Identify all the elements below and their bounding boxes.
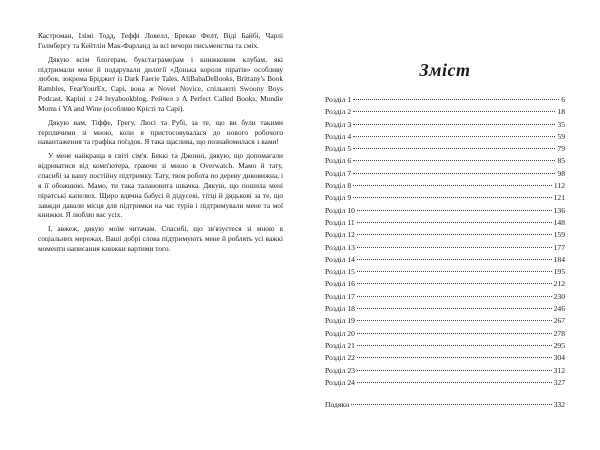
toc-entry-label: Розділ 7 <box>325 168 352 178</box>
toc-entry-page: 177 <box>553 242 565 252</box>
toc-entry-page: 312 <box>553 365 565 375</box>
leader-dots <box>353 99 559 100</box>
toc-entry-page: 327 <box>553 377 565 387</box>
toc-entry-label: Розділ 17 <box>325 291 355 301</box>
paragraph: Дякую вам, Тіффе, Грегу, Люсі та Рубі, за те, що ви були такими терплячими зі мною, коли я пристосовувалася до нового робочого навантаження та графіка поїздок. Я така щаслива, що познайомилася з вами! <box>38 117 283 147</box>
leader-dots <box>357 357 552 358</box>
toc-entry-page: 246 <box>553 304 565 314</box>
leader-dots <box>357 283 552 284</box>
toc-entry-label: Подяки <box>325 400 350 410</box>
leader-dots <box>357 320 552 321</box>
leader-dots <box>357 308 552 309</box>
paragraph: І, авжеж, дякую моїм читачам. Спасибі, що зв'язуєтеся зі мною в соціальних мережах. Ваші добрі слова підтримують мене й роблять усі важкі моменти написання книжки вартими того. <box>38 224 283 253</box>
toc-entry-page: 332 <box>553 400 565 410</box>
toc-entry-label: Розділ 11 <box>325 217 355 227</box>
toc-entry-page: 136 <box>553 205 565 215</box>
toc-entry-page: 98 <box>557 168 565 178</box>
toc-entry[interactable] <box>325 218 565 230</box>
toc-entry[interactable] <box>325 378 565 390</box>
toc-entry-label: Розділ 10 <box>325 205 355 215</box>
toc-entry-page: 159 <box>553 230 565 240</box>
toc-entry-label: Розділ 12 <box>325 230 355 240</box>
toc-entry-label: Розділ 8 <box>325 181 352 191</box>
toc-entry-label: Розділ 9 <box>325 193 352 203</box>
leader-dots <box>353 124 555 125</box>
toc-entry[interactable] <box>325 255 565 267</box>
acknowledgements-text <box>38 31 283 258</box>
toc-entry[interactable] <box>325 206 565 218</box>
toc-entry-page: 121 <box>553 193 565 203</box>
toc-entry-page: 35 <box>557 119 565 129</box>
toc-entry-label: Розділ 16 <box>325 279 355 289</box>
toc-entry-label: Розділ 6 <box>325 156 352 166</box>
toc-entry-label: Розділ 15 <box>325 267 355 277</box>
toc-entry-afterword[interactable] <box>325 400 565 412</box>
leader-dots <box>357 222 552 223</box>
toc-entry-label: Розділ 2 <box>325 107 352 117</box>
leader-dots <box>353 160 555 161</box>
toc-entry[interactable] <box>325 132 565 144</box>
toc-entry-label: Розділ 19 <box>325 316 355 326</box>
leader-dots <box>357 370 552 371</box>
toc-entry-page: 212 <box>553 279 565 289</box>
toc-title: Зміст <box>419 60 471 80</box>
toc-entry[interactable] <box>325 156 565 168</box>
toc-entry-page: 295 <box>553 340 565 350</box>
leader-dots <box>351 404 551 405</box>
leader-dots <box>353 136 555 137</box>
toc-entry-label: Розділ 4 <box>325 131 352 141</box>
leader-dots <box>357 333 552 334</box>
toc-entry-page: 79 <box>557 144 565 154</box>
toc-entry-page: 18 <box>557 107 565 117</box>
toc-entry[interactable] <box>325 304 565 316</box>
leader-dots <box>357 210 552 211</box>
toc-entry-page: 230 <box>553 291 565 301</box>
toc-entry-label: Розділ 1 <box>325 95 352 104</box>
toc-entry[interactable] <box>325 181 565 193</box>
toc-entry-label: Розділ 5 <box>325 144 352 154</box>
leader-dots <box>353 173 555 174</box>
toc-entry-page: 85 <box>557 156 565 166</box>
leader-dots <box>357 234 552 235</box>
toc-entry[interactable] <box>325 292 565 304</box>
toc-entry-label: Розділ 20 <box>325 328 355 338</box>
toc-entry-page: 195 <box>553 267 565 277</box>
leader-dots <box>353 148 555 149</box>
toc-entry-label: Розділ 21 <box>325 340 355 350</box>
toc-entry-page: 267 <box>553 316 565 326</box>
toc-entry-page: 59 <box>557 131 565 141</box>
toc-entry-label: Розділ 24 <box>325 377 355 387</box>
toc-entry-page: 184 <box>553 254 565 264</box>
toc-entry[interactable] <box>325 107 565 119</box>
toc-entry[interactable] <box>325 279 565 291</box>
toc-entry-page: 304 <box>553 353 565 363</box>
toc-entry[interactable] <box>325 341 565 353</box>
toc-entry-page: 6 <box>561 95 565 104</box>
toc-entry[interactable] <box>325 329 565 341</box>
toc-entry[interactable] <box>325 169 565 181</box>
toc-entry-page: 112 <box>553 181 565 191</box>
leader-dots <box>353 197 551 198</box>
toc-entry[interactable] <box>325 193 565 205</box>
leader-dots <box>353 185 552 186</box>
toc-entry-page: 278 <box>553 328 565 338</box>
leader-dots <box>357 345 552 346</box>
table-of-contents <box>325 95 565 412</box>
toc-entry-label: Розділ 22 <box>325 353 355 363</box>
leader-dots <box>357 259 552 260</box>
toc-entry[interactable] <box>325 366 565 378</box>
leader-dots <box>357 271 552 272</box>
toc-entry-page: 148 <box>553 217 565 227</box>
toc-entry[interactable] <box>325 120 565 132</box>
toc-entry[interactable] <box>325 243 565 255</box>
toc-entry[interactable] <box>325 144 565 156</box>
toc-entry-label: Розділ 18 <box>325 304 355 314</box>
toc-entry-label: Розділ 3 <box>325 119 352 129</box>
leader-dots <box>353 111 555 112</box>
toc-entry-label: Розділ 13 <box>325 242 355 252</box>
toc-entry[interactable] <box>325 230 565 242</box>
leader-dots <box>357 382 552 383</box>
toc-entry-label: Розділ 14 <box>325 254 355 264</box>
toc-entry[interactable] <box>325 353 565 365</box>
paragraph: Кастроман, Ілімі Тодд, Теффі Ловелл, Брекке Фелт, Віді Байбі, Чарлі Голмбергу та Кейтлін Мак-Фарланд за всі вечори письменства та сміх. <box>38 31 283 50</box>
toc-entry[interactable] <box>325 316 565 328</box>
leader-dots <box>357 296 552 297</box>
toc-entry[interactable] <box>325 267 565 279</box>
paragraph: Дякую всім блогерам, букстаграмерам і книжковим клубам, які підтримали мене й подарували дилогії «Донька короля піратів» особливу любов, зокрема Бріджит із Dark Faerie Tales, AliBabaDeBooks, Brittany's Book Rambles, FearYourEx, Сарі, вона ж Novel Novice, спільноті Swoony Boys Podcast, Каріні з 24 hryabookblog, Рейчел з A Perfect Called Books, Mundie Moms і YA and Wine (особливо Крісті та Сарі). <box>38 54 283 113</box>
paragraph: У мене найкраща в світі сім'я. Беккі та Джонні, дякую, що допомагали відриватися від комп'ютера, граючи зі мною в Overwatch. Мамо й тату, спасибі за вашу постійну підтримку. Тату, твоя робота по дереву дивовижна, і я її обожнюю. Мамо, ти така талановита швачка. Дякую, що пошила мені піратські капелюх. Щиро вдячна бабусі й дідусеві, тітці й дядькові за те, що завжди давали місця для підтримки на час турів і підтримували мене та мої книжки. Я люблю вас усіх. <box>38 151 283 220</box>
leader-dots <box>357 247 552 248</box>
toc-entry-label: Розділ 23 <box>325 365 355 375</box>
toc-entry[interactable] <box>325 95 565 107</box>
